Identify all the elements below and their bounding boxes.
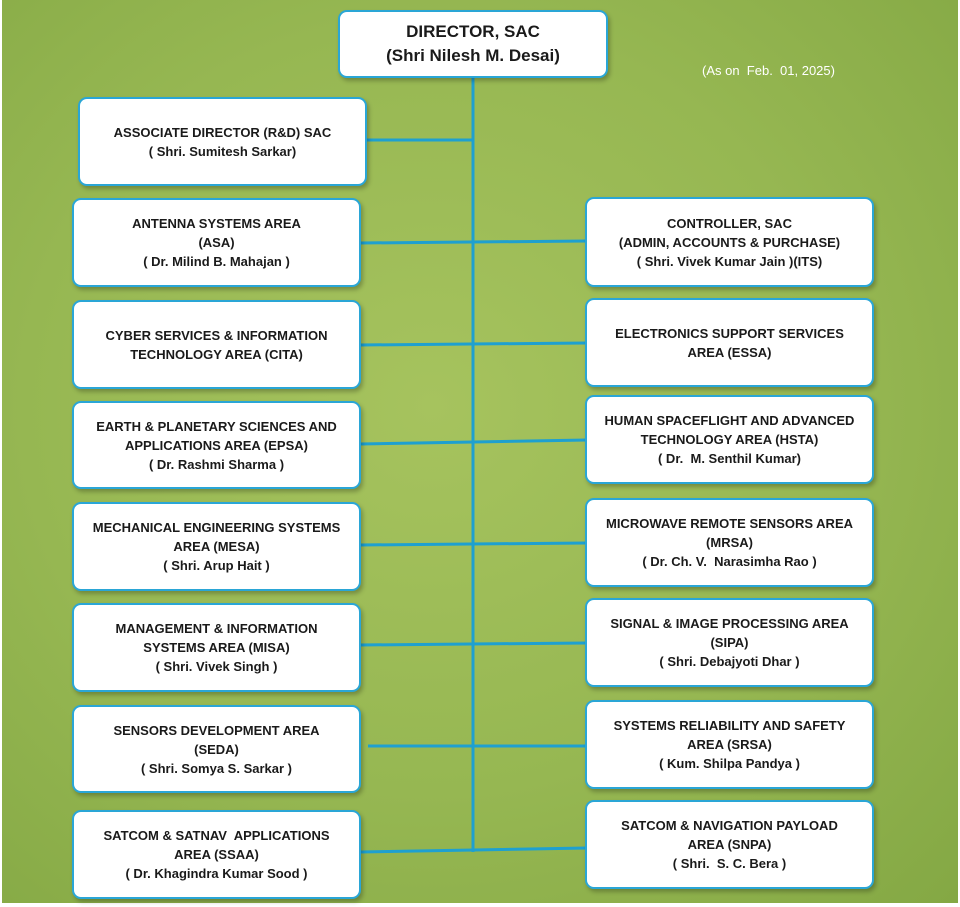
box-line: (MRSA) <box>706 535 753 550</box>
connector-asa-controller <box>360 241 587 243</box>
box-sipa[interactable] <box>585 598 874 687</box>
box-hsta[interactable] <box>585 395 874 484</box>
box-line: SATCOM & NAVIGATION PAYLOAD <box>621 818 838 833</box>
box-line: EARTH & PLANETARY SCIENCES AND <box>96 418 337 434</box>
director-name: (Shri Nilesh M. Desai) <box>386 46 560 65</box>
box-line: ( Shri. Somya S. Sarkar ) <box>140 760 292 776</box>
box-line: ( Shri. Sumitesh Sarkar) <box>148 143 297 159</box>
box-line: AREA (ESSA) <box>687 344 772 360</box>
box-line: ( Shri. Vivek Kumar Jain )(ITS) <box>636 253 823 269</box>
box-line: MECHANICAL ENGINEERING SYSTEMS <box>92 520 341 535</box>
connector-mesa-mrsa <box>360 543 587 545</box>
box-line: APPLICATIONS AREA (EPSA) <box>125 437 308 453</box>
connector-misa-sipa <box>360 643 587 645</box>
box-line: ( Dr. Khagindra Kumar Sood ) <box>125 866 308 881</box>
box-mesa[interactable] <box>72 502 361 591</box>
box-line: SYSTEMS RELIABILITY AND SAFETY <box>613 718 846 733</box>
box-line: (ADMIN, ACCOUNTS & PURCHASE) <box>618 234 841 250</box>
box-mrsa[interactable] <box>585 498 874 587</box>
box-line: TECHNOLOGY AREA (HSTA) <box>640 432 819 447</box>
box-line: AREA (MESA) <box>173 539 260 554</box>
box-line: ( Dr. Rashmi Sharma ) <box>148 456 285 472</box>
box-snpa[interactable] <box>585 800 874 889</box>
connector-cita-essa <box>360 343 587 345</box>
box-line: (ASA) <box>198 235 235 250</box>
director-box[interactable] <box>338 10 608 78</box>
box-line: TECHNOLOGY AREA (CITA) <box>130 346 303 362</box>
box-line: ( Shri. Vivek Singh ) <box>155 659 278 674</box>
director-title: DIRECTOR, SAC <box>406 22 540 41</box>
box-line: ( Dr. Ch. V. Narasimha Rao ) <box>642 554 817 569</box>
box-line: SYSTEMS AREA (MISA) <box>143 640 290 655</box>
box-line: ( Shri. S. C. Bera ) <box>672 856 787 871</box>
box-line: CONTROLLER, SAC <box>667 215 792 231</box>
box-line: SENSORS DEVELOPMENT AREA <box>113 722 320 738</box>
box-line: AREA (SRSA) <box>687 737 772 752</box>
box-line: ( Dr. Milind B. Mahajan ) <box>143 254 290 269</box>
box-asa[interactable] <box>72 198 361 287</box>
as-of-date: (As on Feb. 01, 2025) <box>702 63 835 78</box>
box-srsa[interactable] <box>585 700 874 789</box>
box-line: ASSOCIATE DIRECTOR (R&D) SAC <box>113 124 332 140</box>
connector-ssaa-snpa <box>360 848 587 852</box>
box-line: ELECTRONICS SUPPORT SERVICES <box>615 325 844 341</box>
box-line: MANAGEMENT & INFORMATION <box>115 621 318 636</box>
box-cita[interactable] <box>72 300 361 389</box>
box-assoc-director[interactable] <box>78 97 367 186</box>
box-line: (SEDA) <box>194 741 239 757</box>
box-line: CYBER SERVICES & INFORMATION <box>105 327 328 343</box>
connector-epsa-hsta <box>360 440 587 444</box>
box-line: ( Shri. Debajyoti Dhar ) <box>659 654 800 669</box>
box-line: SATCOM & SATNAV APPLICATIONS <box>103 828 330 843</box>
box-essa[interactable] <box>585 298 874 387</box>
box-line: ANTENNA SYSTEMS AREA <box>132 216 301 231</box>
box-controller[interactable] <box>585 197 874 287</box>
box-line: ( Shri. Arup Hait ) <box>163 558 270 573</box>
box-ssaa[interactable] <box>72 810 361 899</box>
box-line: AREA (SSAA) <box>174 847 259 862</box>
box-line: ( Dr. M. Senthil Kumar) <box>657 451 801 466</box>
box-epsa[interactable] <box>72 401 361 489</box>
box-line: MICROWAVE REMOTE SENSORS AREA <box>605 516 854 531</box>
box-seda[interactable] <box>72 705 361 793</box>
box-line: AREA (SNPA) <box>687 837 772 852</box>
box-line: SIGNAL & IMAGE PROCESSING AREA <box>610 616 849 631</box>
box-line: (SIPA) <box>710 635 749 650</box>
box-line: HUMAN SPACEFLIGHT AND ADVANCED <box>604 413 855 428</box>
box-misa[interactable] <box>72 603 361 692</box>
box-line: ( Kum. Shilpa Pandya ) <box>659 756 800 771</box>
